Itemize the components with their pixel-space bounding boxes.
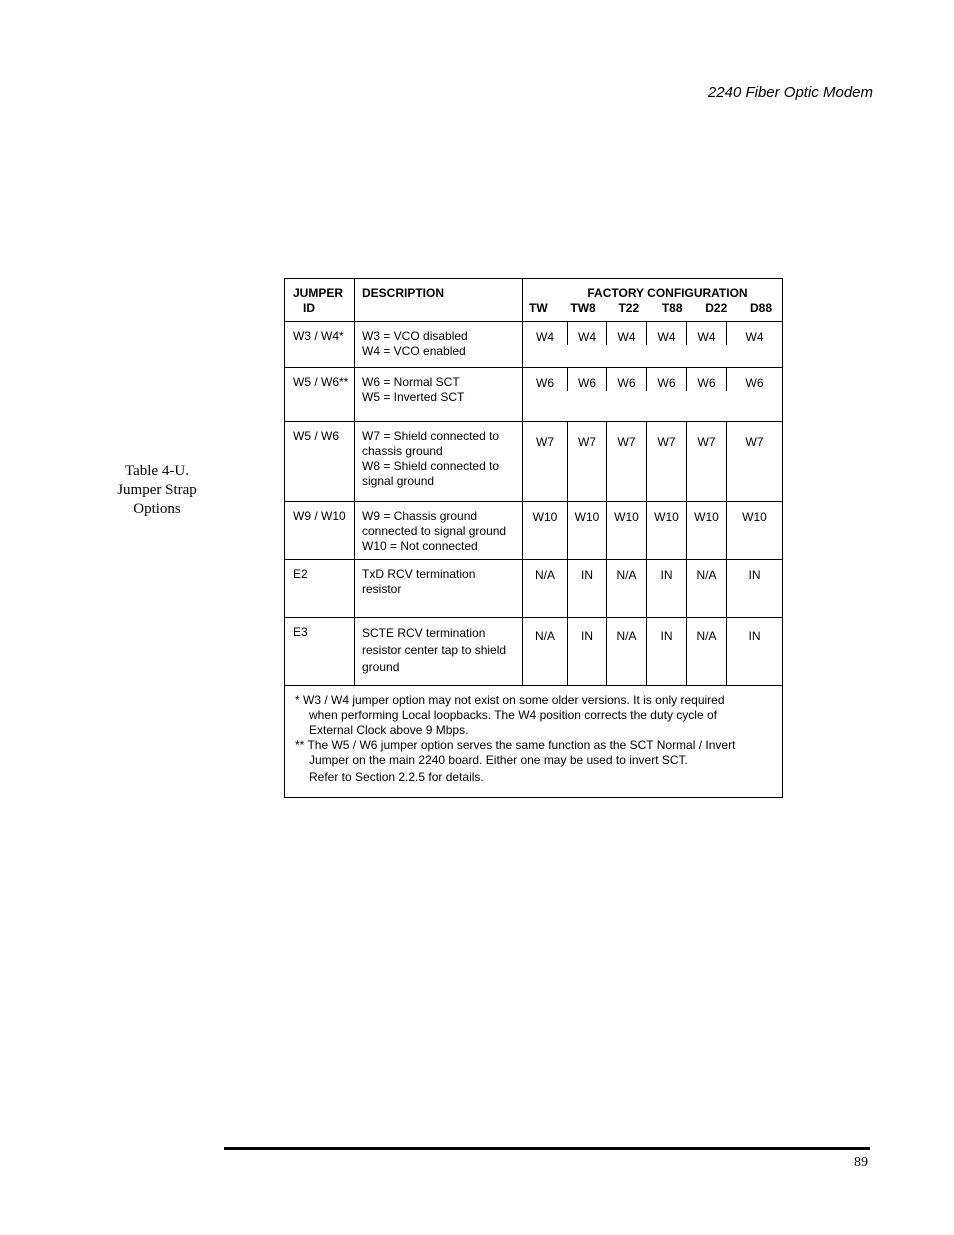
- config-value: IN: [646, 560, 686, 617]
- config-value: IN: [567, 618, 606, 685]
- config-value: W6: [686, 368, 726, 391]
- config-label-t22: T22: [618, 301, 640, 315]
- config-value: W7: [536, 435, 554, 449]
- table-row: [285, 502, 783, 560]
- jumper-id-cell: W9 / W10: [285, 502, 355, 560]
- config-value: W4: [606, 322, 646, 345]
- config-value: IN: [726, 618, 782, 685]
- jumper-id-header: JUMPER ID: [285, 279, 355, 322]
- jumper-strap-table: [284, 278, 783, 798]
- config-value: W10: [606, 502, 646, 559]
- config-values-cell: [523, 502, 783, 560]
- config-value: W4: [536, 330, 554, 344]
- config-value: W6: [726, 368, 782, 391]
- config-value: IN: [646, 618, 686, 685]
- caption-line: Options: [133, 501, 181, 517]
- config-value: IN: [726, 560, 782, 617]
- table-row: [285, 560, 783, 618]
- config-value: W6: [567, 368, 606, 391]
- footer-rule: [224, 1147, 870, 1150]
- config-label-d88: D88: [749, 301, 772, 315]
- config-value: W6: [606, 368, 646, 391]
- table-row: [285, 322, 783, 368]
- config-value: W4: [686, 322, 726, 345]
- config-value: W10: [686, 502, 726, 559]
- config-value: W10: [726, 502, 782, 559]
- page-number: 89: [854, 1155, 868, 1170]
- config-label-tw8: TW8: [570, 301, 596, 315]
- factory-configuration-header: FACTORY CONFIGURATION TW TW8 T22 T88 D22 D88: [523, 279, 783, 322]
- note-line: Refer to Section 2.2.5 for details.: [309, 770, 484, 784]
- config-value: N/A: [534, 629, 555, 643]
- table-notes: [285, 686, 783, 798]
- config-values-cell: [523, 368, 783, 422]
- description-cell: W3 = VCO disabled W4 = VCO enabled: [355, 322, 523, 368]
- table-row: [285, 368, 783, 422]
- config-value: W7: [567, 422, 606, 501]
- config-value: W7: [686, 422, 726, 501]
- description-cell: W9 = Chassis ground connected to signal ground W10 = Not connected: [355, 502, 523, 560]
- description-header: DESCRIPTION: [355, 279, 523, 322]
- config-value: W4: [646, 322, 686, 345]
- config-value: W6: [646, 368, 686, 391]
- config-value: N/A: [534, 568, 555, 582]
- config-value: W4: [567, 322, 606, 345]
- description-cell: SCTE RCV termination resistor center tap to shield ground: [355, 618, 523, 686]
- config-value: N/A: [606, 560, 646, 617]
- description-cell: W7 = Shield connected to chassis ground W8 = Shield connected to signal ground: [355, 422, 523, 502]
- jumper-id-cell: E2: [285, 560, 355, 618]
- config-values-cell: [523, 618, 783, 686]
- config-value: W10: [532, 510, 558, 524]
- note-line: ** The W5 / W6 jumper option serves the same function as the SCT Normal / Invert: [295, 738, 736, 752]
- jumper-id-cell: W5 / W6**: [285, 368, 355, 422]
- config-value: N/A: [686, 560, 726, 617]
- caption-line: Table 4-U.: [125, 463, 189, 479]
- running-header-title: 2240 Fiber Optic Modem: [707, 84, 873, 101]
- jumper-id-cell: W5 / W6: [285, 422, 355, 502]
- config-value: W7: [646, 422, 686, 501]
- note-line: External Clock above 9 Mbps.: [309, 723, 469, 737]
- config-label-d22: D22: [705, 301, 728, 315]
- config-value: N/A: [686, 618, 726, 685]
- config-label-t88: T88: [661, 301, 683, 315]
- config-labels: [523, 301, 782, 316]
- jumper-id-cell: E3: [285, 618, 355, 686]
- config-value: W4: [726, 322, 782, 345]
- description-cell: TxD RCV termination resistor: [355, 560, 523, 618]
- config-value: N/A: [606, 618, 646, 685]
- config-values-cell: [523, 322, 783, 368]
- config-value: W6: [536, 376, 554, 390]
- description-cell: W6 = Normal SCT W5 = Inverted SCT: [355, 368, 523, 422]
- table-row: [285, 422, 783, 502]
- config-value: W7: [726, 422, 782, 501]
- config-value: W10: [567, 502, 606, 559]
- config-value: W7: [606, 422, 646, 501]
- note-line: when performing Local loopbacks. The W4 position corrects the duty cycle of: [309, 708, 717, 722]
- config-value: IN: [567, 560, 606, 617]
- table-header-row: [285, 279, 783, 322]
- table-caption: [107, 462, 207, 519]
- config-values-cell: [523, 560, 783, 618]
- note-line: Jumper on the main 2240 board. Either one may be used to invert SCT.: [309, 753, 688, 767]
- config-label-tw: TW: [529, 301, 548, 315]
- jumper-id-cell: W3 / W4*: [285, 322, 355, 368]
- config-values-cell: [523, 422, 783, 502]
- table-row: [285, 618, 783, 686]
- note-line: * W3 / W4 jumper option may not exist on some older versions. It is only required: [295, 693, 725, 707]
- config-value: W10: [646, 502, 686, 559]
- caption-line: Jumper Strap: [117, 482, 197, 498]
- table-notes-row: [285, 686, 783, 798]
